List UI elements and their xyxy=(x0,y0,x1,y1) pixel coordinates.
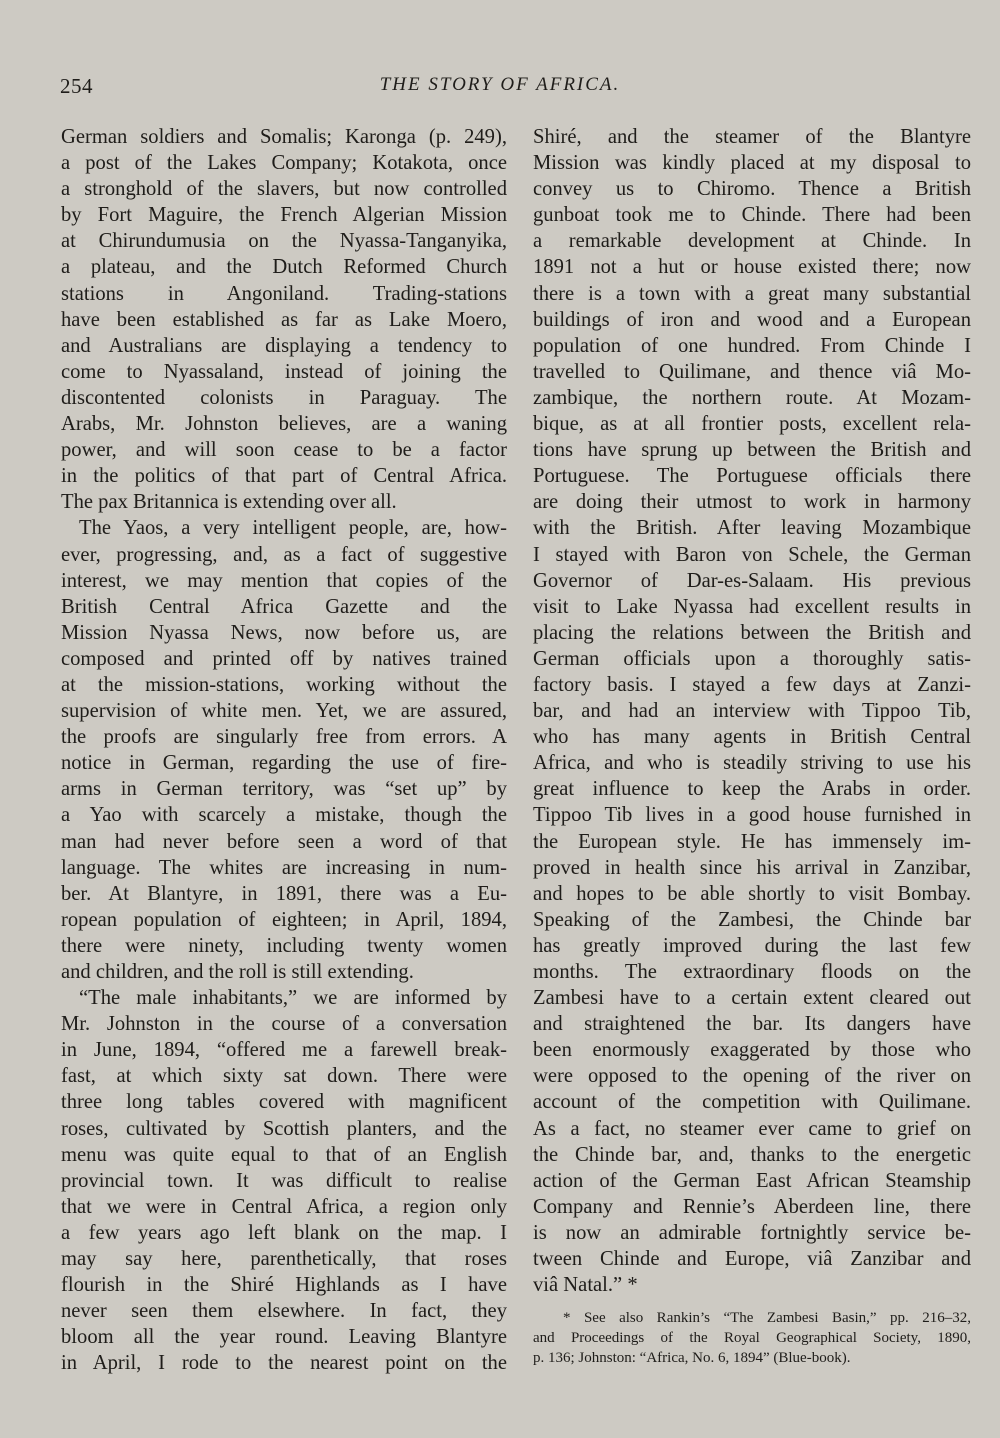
text-line: with the British. After leaving Mozambique xyxy=(533,517,971,540)
text-line: The pax Britannica is extending over all. xyxy=(61,491,397,514)
text-line: a plateau, and the Dutch Reformed Church xyxy=(61,256,507,279)
text-line: stations in Angoniland. Trading-stations xyxy=(61,282,507,305)
text-line: there were ninety, including twenty women xyxy=(61,934,507,957)
text-line: population of one hundred. From Chinde I xyxy=(533,334,971,357)
text-line: come to Nyassaland, instead of joining the xyxy=(61,360,507,383)
text-line: Portuguese. The Portuguese officials there xyxy=(533,465,971,488)
text-line: British Central Africa Gazette and the xyxy=(61,595,507,618)
text-line: bloom all the year round. Leaving Blantyre xyxy=(61,1326,507,1349)
text-line: travelled to Quilimane, and thence viâ Mo- xyxy=(533,360,971,383)
right-text-column xyxy=(533,124,971,1368)
text-line: I stayed with Baron von Schele, the German xyxy=(533,543,971,566)
text-line: provincial town. It was difficult to realise xyxy=(61,1169,507,1192)
text-line: man had never before seen a word of that xyxy=(61,830,507,853)
page-number: 254 xyxy=(60,74,93,98)
text-line: viâ Natal.” * xyxy=(533,1274,638,1297)
text-line: Mission Nyassa News, now before us, are xyxy=(61,621,507,644)
text-line: roses, cultivated by Scottish planters, and the xyxy=(61,1117,507,1140)
text-line: factory basis. I stayed a few days at Zanzi- xyxy=(533,673,971,696)
text-line: composed and printed off by natives trained xyxy=(61,647,507,670)
text-line: bique, as at all frontier posts, excellent rela- xyxy=(533,413,971,436)
text-line: “The male inhabitants,” we are informed by xyxy=(79,987,507,1010)
text-line: may say here, parenthetically, that roses xyxy=(61,1248,507,1271)
text-line: Governor of Dar-es-Salaam. His previous xyxy=(533,569,971,592)
footnote xyxy=(533,1308,971,1368)
text-line: visit to Lake Nyassa had excellent results in xyxy=(533,595,971,618)
text-line: Arabs, Mr. Johnston believes, are a waning xyxy=(61,413,507,436)
text-line: are doing their utmost to work in harmony xyxy=(533,491,971,514)
text-line: ber. At Blantyre, in 1891, there was a Eu- xyxy=(61,882,507,905)
text-line: have been established as far as Lake Moero, xyxy=(61,308,507,331)
text-line: in the politics of that part of Central Africa. xyxy=(61,465,507,488)
text-line: flourish in the Shiré Highlands as I have xyxy=(61,1274,507,1297)
text-line: ever, progressing, and, as a fact of suggestive xyxy=(61,543,507,566)
text-line: that we were in Central Africa, a region only xyxy=(61,1195,507,1218)
text-line: and children, and the roll is still extending. xyxy=(61,961,414,983)
text-line: 1891 not a hut or house existed there; now xyxy=(533,256,971,279)
text-line: tions have sprung up between the British and xyxy=(533,439,971,462)
text-line: action of the German East African Steamship xyxy=(533,1169,971,1192)
text-line: Mission was kindly placed at my disposal to xyxy=(533,152,971,175)
text-line: great influence to keep the Arabs in order. xyxy=(533,778,971,801)
text-line: gunboat took me to Chinde. There had been xyxy=(533,204,971,227)
text-line: fast, at which sixty sat down. There were xyxy=(61,1065,507,1088)
text-line: months. The extraordinary floods on the xyxy=(533,961,971,983)
text-line: at Chirundumusia on the Nyassa-Tanganyika, xyxy=(61,230,507,253)
text-line: placing the relations between the British and xyxy=(533,621,971,644)
text-line: a remarkable development at Chinde. In xyxy=(533,230,971,253)
text-line: account of the competition with Quilimane. xyxy=(533,1091,971,1114)
text-line: at the mission-stations, working without the xyxy=(61,673,507,696)
text-line: the European style. He has immensely im- xyxy=(533,830,971,853)
text-line: The Yaos, a very intelligent people, are, how- xyxy=(79,517,507,540)
text-line: Africa, and who is steadily striving to use his xyxy=(533,752,971,775)
text-line: zambique, the northern route. At Mozam- xyxy=(533,386,971,409)
text-line: notice in German, regarding the use of fire- xyxy=(61,752,507,775)
text-line: German officials upon a thoroughly satis- xyxy=(533,647,971,670)
running-title: THE STORY OF AFRICA. xyxy=(379,74,621,95)
text-line: there is a town with a great many substantial xyxy=(533,282,971,305)
text-line: in June, 1894, “offered me a farewell break- xyxy=(61,1039,507,1062)
text-line: proved in health since his arrival in Zanzibar, xyxy=(533,856,971,879)
text-line: Tippoo Tib lives in a good house furnished in xyxy=(533,804,971,827)
text-line: interest, we may mention that copies of the xyxy=(61,569,507,592)
text-line: a stronghold of the slavers, but now controlled xyxy=(61,178,507,201)
text-line: ropean population of eighteen; in April, 1894, xyxy=(61,908,507,931)
text-line: the proofs are singularly free from errors. A xyxy=(61,726,507,749)
text-line: were opposed to the opening of the river on xyxy=(533,1065,971,1088)
text-line: been enormously exaggerated by those who xyxy=(533,1039,971,1062)
page-header xyxy=(60,74,940,104)
text-line: As a fact, no steamer ever came to grief on xyxy=(533,1117,971,1140)
text-line: the Chinde bar, and, thanks to the energetic xyxy=(533,1143,971,1166)
text-line: convey us to Chiromo. Thence a British xyxy=(533,178,971,201)
text-line: Speaking of the Zambesi, the Chinde bar xyxy=(533,908,971,931)
text-line: and Australians are displaying a tendency to xyxy=(61,334,507,357)
text-line: menu was quite equal to that of an English xyxy=(61,1143,507,1166)
text-line: three long tables covered with magnificent xyxy=(61,1091,507,1114)
text-line: in April, I rode to the nearest point on the xyxy=(61,1352,507,1375)
text-line: buildings of iron and wood and a European xyxy=(533,308,971,331)
text-line: a Yao with scarcely a mistake, though the xyxy=(61,804,507,827)
text-line: and straightened the bar. Its dangers have xyxy=(533,1013,971,1036)
text-line: tween Chinde and Europe, viâ Zanzibar and xyxy=(533,1248,971,1271)
text-line: a post of the Lakes Company; Kotakota, once xyxy=(61,152,507,175)
text-line: never seen them elsewhere. In fact, they xyxy=(61,1300,507,1323)
text-line: is now an admirable fortnightly service be- xyxy=(533,1221,971,1244)
text-line: has greatly improved during the last few xyxy=(533,934,971,957)
text-line: power, and will soon cease to be a factor xyxy=(61,439,507,462)
text-line: supervision of white men. Yet, we are assured, xyxy=(61,700,507,723)
right-column-body xyxy=(533,124,971,1298)
text-line: who has many agents in British Central xyxy=(533,726,971,749)
text-line: Zambesi have to a certain extent cleared out xyxy=(533,987,971,1010)
text-line: language. The whites are increasing in num- xyxy=(61,856,507,879)
text-line: Mr. Johnston in the course of a conversation xyxy=(61,1013,507,1036)
text-line: and hopes to be able shortly to visit Bombay. xyxy=(533,882,971,905)
footnote-line: * See also Rankin’s “The Zambesi Basin,” pp. 216–32, xyxy=(563,1310,971,1327)
left-text-column xyxy=(61,124,507,1377)
text-line: discontented colonists in Paraguay. The xyxy=(61,386,507,409)
text-line: by Fort Maguire, the French Algerian Mission xyxy=(61,204,507,227)
text-line: Shiré, and the steamer of the Blantyre xyxy=(533,126,971,148)
text-line: arms in German territory, was “set up” by xyxy=(61,778,507,801)
text-line: German soldiers and Somalis; Karonga (p. 249), xyxy=(61,126,507,148)
footnote-line: p. 136; Johnston: “Africa, No. 6, 1894” (Blue-book). xyxy=(533,1350,851,1367)
footnote-line: and Proceedings of the Royal Geographical Society, 1890, xyxy=(533,1330,971,1347)
text-line: a few years ago left blank on the map. I xyxy=(61,1221,507,1244)
text-line: Company and Rennie’s Aberdeen line, there xyxy=(533,1195,971,1218)
text-line: bar, and had an interview with Tippoo Tib, xyxy=(533,700,971,723)
